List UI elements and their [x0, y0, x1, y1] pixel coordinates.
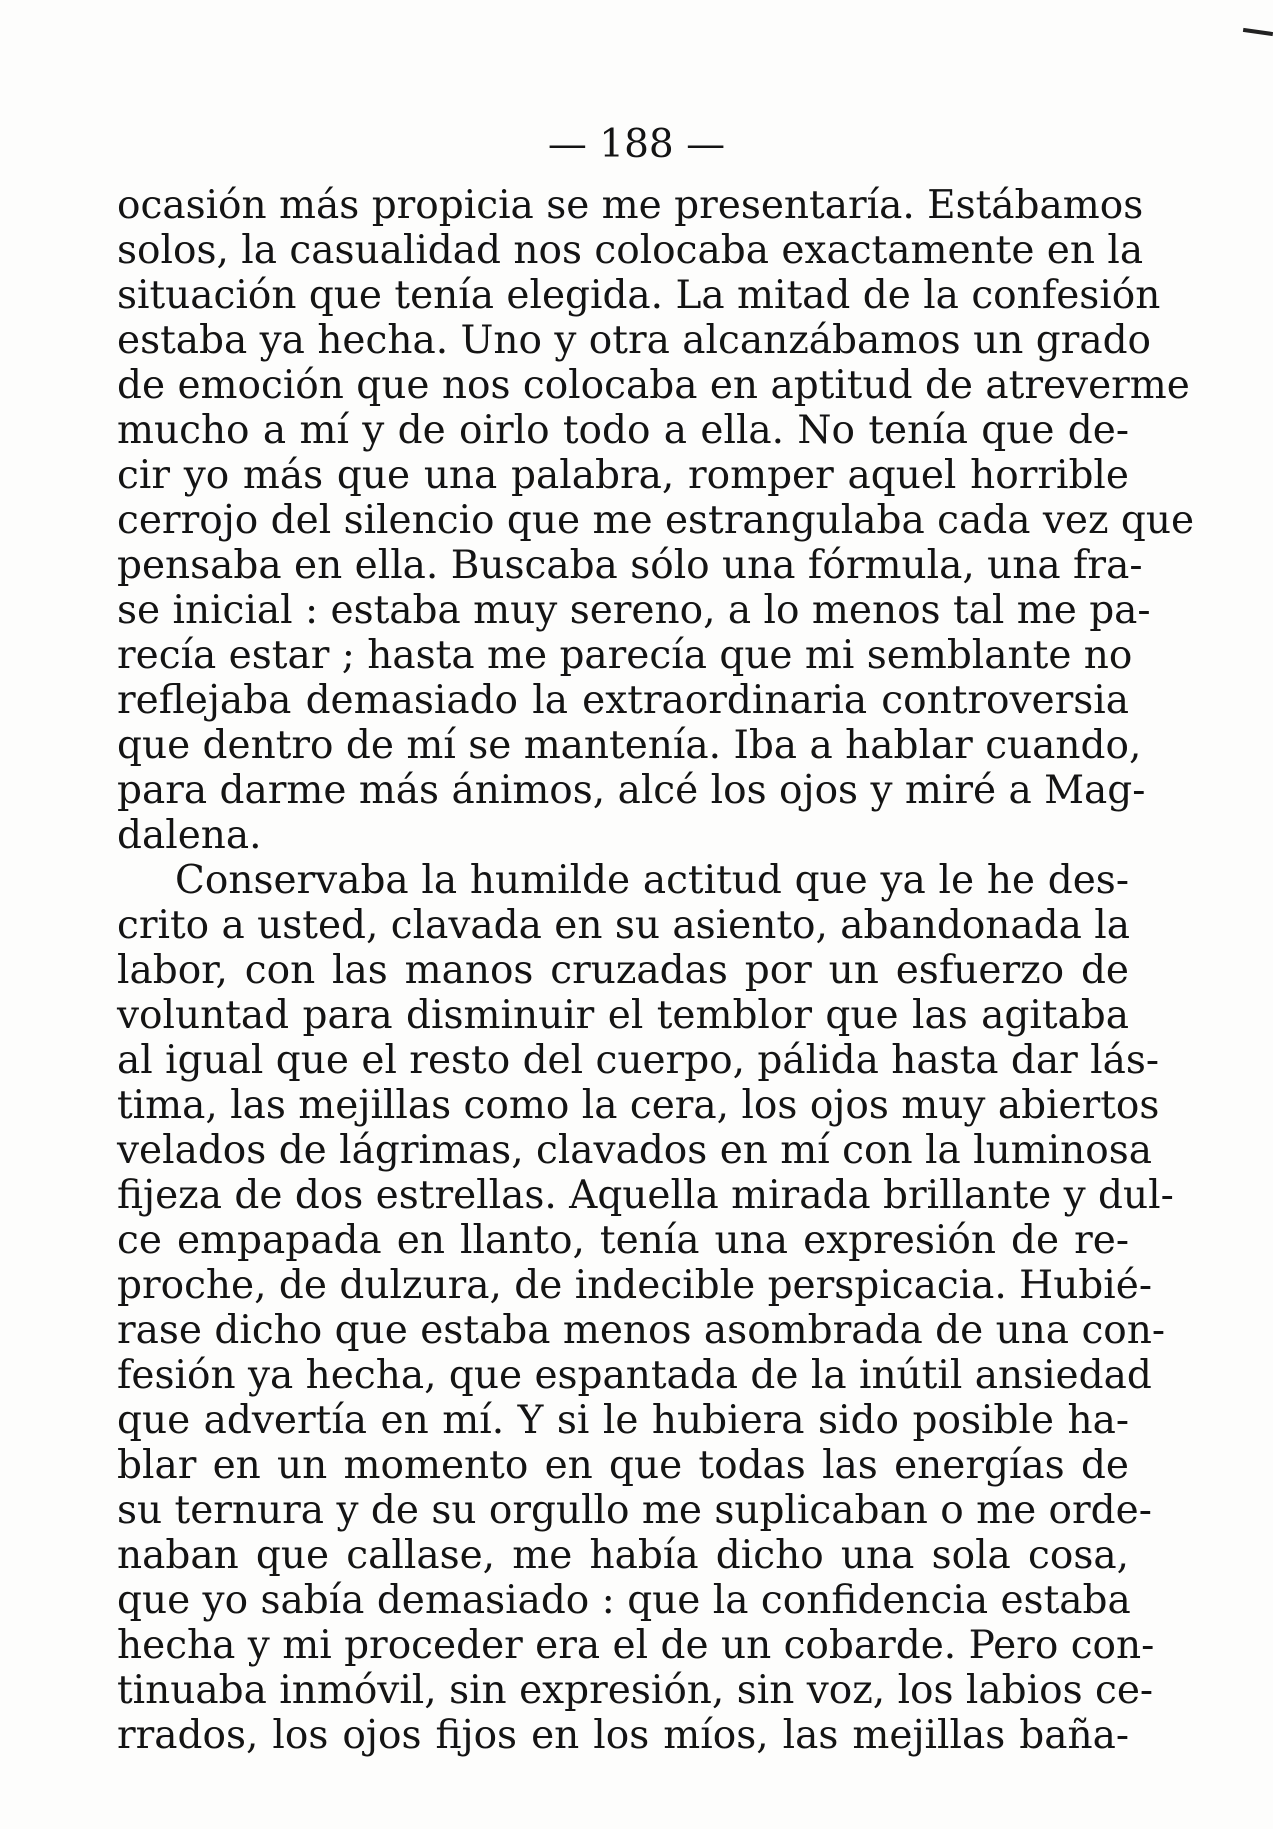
text-line: que yo sabía demasiado : que la confidencia estaba — [117, 1578, 1131, 1623]
text-line: de emoción que nos colocaba en aptitud de atreverme — [117, 363, 1190, 408]
text-line: cerrojo del silencio que me estrangulaba cada vez que — [117, 498, 1195, 543]
text-line: recía estar ; hasta me parecía que mi semblante no — [117, 633, 1133, 678]
text-line: cir yo más que una palabra, romper aquel horrible — [117, 453, 1129, 498]
body-text — [117, 183, 1195, 1758]
text-line: se inicial : estaba muy sereno, a lo menos tal me pa- — [117, 588, 1151, 633]
text-line: al igual que el resto del cuerpo, pálida hasta dar lás- — [117, 1038, 1160, 1083]
text-line: situación que tenía elegida. La mitad de la confesión — [117, 273, 1161, 318]
text-line: pensaba en ella. Buscaba sólo una fórmula, una fra- — [117, 543, 1143, 588]
page-number: — 188 — — [547, 122, 726, 167]
text-line: fesión ya hecha, que espantada de la inútil ansiedad — [117, 1353, 1152, 1398]
text-line: ce empapada en llanto, tenía una expresión de re- — [117, 1218, 1129, 1263]
text-line: tima, las mejillas como la cera, los ojos muy abiertos — [117, 1083, 1160, 1128]
text-line: que advertía en mí. Y si le hubiera sido posible ha- — [117, 1398, 1129, 1443]
text-line: Conservaba la humilde actitud que ya le he des- — [175, 858, 1129, 903]
text-line: blar en un momento en que todas las energías de — [117, 1443, 1129, 1488]
text-line: dalena. — [117, 813, 262, 858]
text-line: mucho a mí y de oirlo todo a ella. No tenía que de- — [117, 408, 1129, 453]
paragraph-1 — [117, 183, 1195, 858]
text-line: su ternura y de su orgullo me suplicaban o me orde- — [117, 1488, 1152, 1533]
text-line: para darme más ánimos, alcé los ojos y miré a Mag- — [117, 768, 1146, 813]
text-line: solos, la casualidad nos colocaba exactamente en la — [117, 228, 1144, 273]
text-line: rrados, los ojos fijos en los míos, las mejillas baña- — [117, 1713, 1129, 1758]
text-line: reflejaba demasiado la extraordinaria controversia — [117, 678, 1129, 723]
paragraph-2 — [117, 858, 1174, 1758]
text-line: estaba ya hecha. Uno y otra alcanzábamos un grado — [117, 318, 1152, 363]
text-line: que dentro de mí se mantenía. Iba a hablar cuando, — [117, 723, 1142, 768]
text-line: naban que callase, me había dicho una sola cosa, — [117, 1533, 1129, 1578]
text-line: labor, con las manos cruzadas por un esfuerzo de — [117, 948, 1129, 993]
text-line: rase dicho que estaba menos asombrada de una con- — [117, 1308, 1166, 1353]
text-line: proche, de dulzura, de indecible perspicacia. Hubié- — [117, 1263, 1153, 1308]
text-line: crito a usted, clavada en su asiento, abandonada la — [117, 903, 1131, 948]
text-line: ocasión más propicia se me presentaría. Estábamos — [117, 183, 1144, 228]
text-line: fijeza de dos estrellas. Aquella mirada brillante y dul- — [117, 1173, 1174, 1218]
text-line: hecha y mi proceder era el de un cobarde. Pero con- — [117, 1623, 1155, 1668]
scan-edge-mark — [1243, 28, 1273, 36]
text-line: tinuaba inmóvil, sin expresión, sin voz, los labios ce- — [117, 1668, 1154, 1713]
text-line: velados de lágrimas, clavados en mí con la luminosa — [117, 1128, 1153, 1173]
text-line: voluntad para disminuir el temblor que las agitaba — [117, 993, 1129, 1038]
